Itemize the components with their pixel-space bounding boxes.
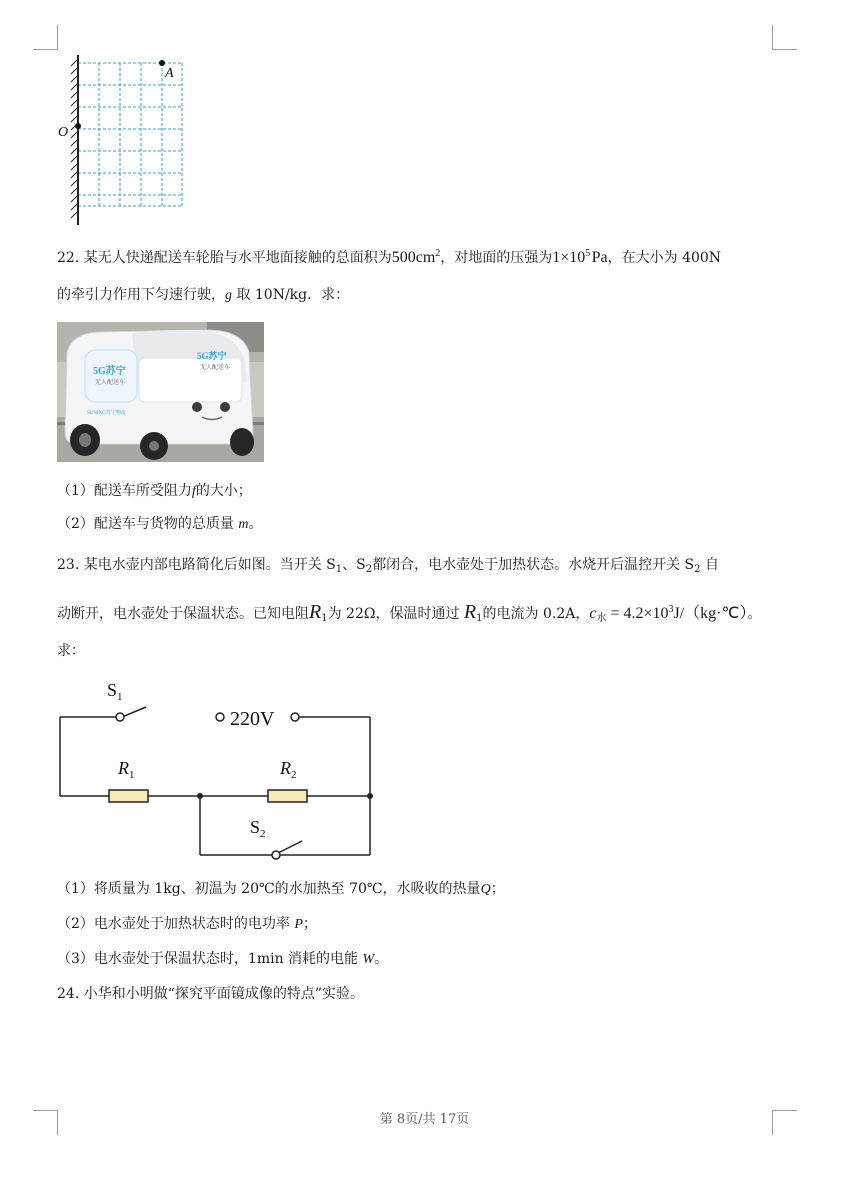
front-logo: 5G苏宁 [197,351,227,361]
svg-text:S1: $S_1$ [107,680,123,703]
g-symbol: g [225,288,232,303]
q23-line-3: 求： [57,643,85,659]
q22-pressure: $1\times 10^5$ Pa [552,248,608,266]
q22-text-b: ，对地面的压强为 [440,250,553,266]
q23-line-2: 动断开，电水壶处于保温状态。已知电阻$R_1$为 22Ω，保温时通过 $R_1$的电流为 0.2A，$c_水$ = $4.2\times 10^3J/(kg\cdot℃)$。 [57,601,762,624]
svg-text:S2: $S_2$ [250,817,266,840]
q23-number: 23. [57,557,80,573]
resistor-r2 [268,790,307,802]
q22-area: $500cm^2$ [391,248,441,266]
point-a-label: A [165,66,174,81]
lever-grid-figure [50,55,190,230]
svg-text:R1: $R_1$ [118,758,135,781]
corner-mark-top-left [33,25,58,50]
side-small-logo: SUNING苏宁物流 [87,411,126,416]
circuit-diagram [50,672,390,862]
resistor-r1 [109,790,148,802]
front-caption: 无人配送车 [200,365,231,371]
side-logo: 5G苏宁 [93,366,126,377]
q23-sub-2: （2）电水壶处于加热状态时的电功率 P； [57,916,317,932]
point-o-label: O [58,125,69,140]
q22-number: 22. [57,250,80,266]
q24-line: 24. 小华和小明做“探究平面镜成像的特点”实验。 [57,986,365,1002]
page-footer: 第 8页/共 17页 [379,1112,470,1127]
q23-sub-1: （1）将质量为 1kg、初温为 20℃的水加热至 70℃，水吸收的热量Q； [57,881,505,897]
q22-text-a: 某无人快递配送车轮胎与水平地面接触的总面积为 [83,250,392,266]
q22-line-2: 的牵引力作用下匀速行驶，g 取 10N/kg．求： [57,287,350,303]
q22-sub-1: （1）配送车所受阻力f的大小； [57,483,252,499]
corner-mark-top-right [772,25,797,50]
q23-line-1: 23. 某电水壶内部电路简化后如图。当开关 $S_1$、$S_2$都闭合，电水壶处于加热状态。水烧开后温控开关 $S_2$ 自 [57,557,719,575]
side-caption: 无人配送车 [95,380,126,386]
q23-sub-3: （3）电水壶处于保温状态时，1min 消耗的电能 W。 [57,951,389,967]
point-o [75,123,81,129]
q24-number: 24. [57,986,80,1002]
delivery-vehicle-photo [57,322,264,462]
q22-line-1 [57,244,721,268]
svg-text:R2: $R_2$ [280,758,297,781]
q22-sub-2: （2）配送车与货物的总质量 m。 [57,516,263,532]
voltage-label: 220V [230,708,275,730]
q22-text-c: ，在大小为 400N [607,250,722,266]
